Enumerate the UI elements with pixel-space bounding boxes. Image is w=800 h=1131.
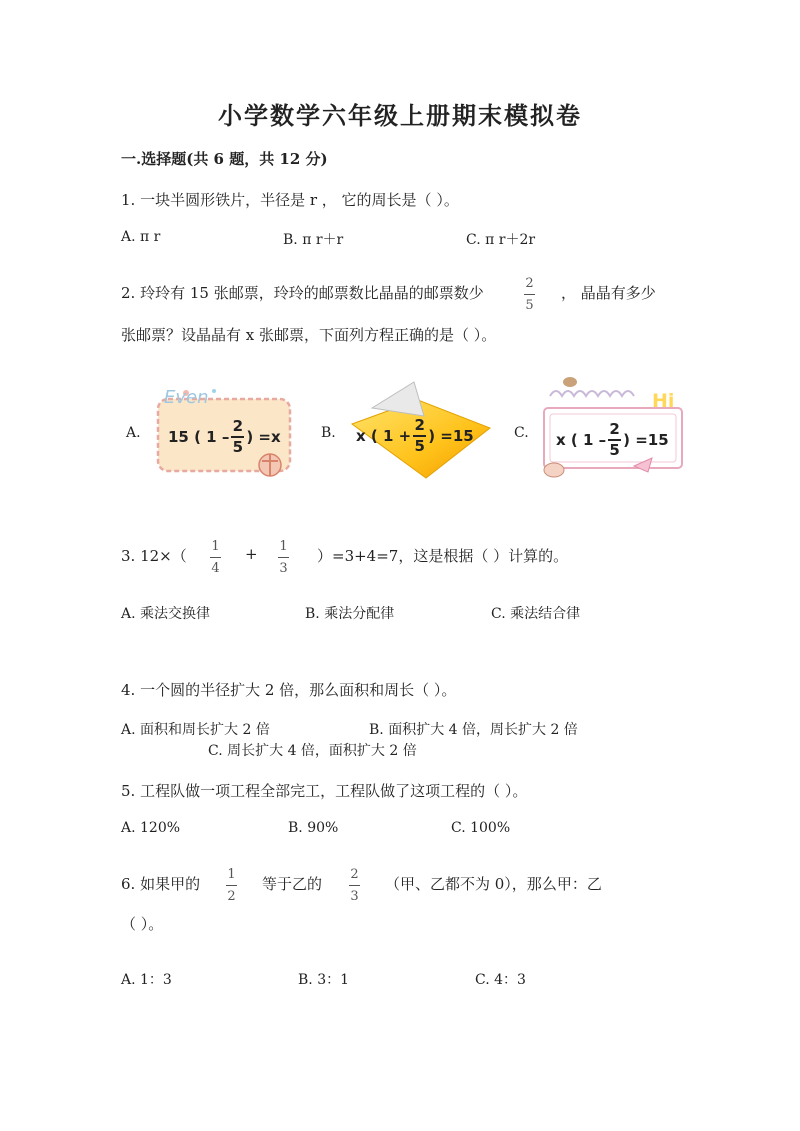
q6-fraction-1	[226, 868, 237, 903]
q2-option-b-equation	[356, 418, 474, 454]
question-4-text: 4. 一个圆的半径扩大 2 倍，那么面积和周长（ ）。	[121, 681, 457, 699]
q5-option-b[interactable]: B. 90%	[288, 820, 339, 836]
question-6-text-c: （甲、乙都不为 0），那么甲：乙	[385, 875, 602, 893]
fraction-bar	[278, 557, 289, 558]
eq-a-post: ) =x	[246, 428, 281, 446]
question-3-text-a: 3. 12×（	[121, 547, 187, 565]
question-6-text-b: 等于乙的	[262, 875, 323, 893]
eq-a-fraction	[231, 419, 244, 455]
q2-option-b-label[interactable]: B.	[321, 425, 336, 441]
fraction-denominator: 3	[350, 889, 359, 904]
fraction-numerator: 1	[279, 539, 288, 554]
question-3-text-b: ）=3+4=7，这是根据（ ）计算的。	[317, 547, 569, 565]
fraction-numerator: 1	[227, 867, 236, 882]
q1-option-a[interactable]: A. π r	[121, 229, 161, 245]
q5-option-a[interactable]: A. 120%	[121, 820, 181, 836]
q4-option-c[interactable]: C. 周长扩大 4 倍，面积扩大 2 倍	[208, 743, 417, 759]
eq-b-fraction	[413, 418, 426, 454]
q2-fraction	[524, 277, 535, 312]
fraction-bar	[524, 294, 535, 295]
eq-c-pre: x ( 1 –	[556, 431, 607, 449]
eq-c-fraction	[608, 422, 621, 458]
q2-option-c-image[interactable]	[536, 374, 694, 486]
question-2-text-b: ， 晶晶有多少	[561, 284, 656, 302]
question-2-text-a: 2. 玲玲有 15 张邮票，玲玲的邮票数比晶晶的邮票数少	[121, 284, 484, 302]
q3-option-c[interactable]: C. 乘法结合律	[491, 606, 581, 622]
q1-option-c[interactable]: C. π r＋2r	[466, 232, 536, 248]
page-title: 小学数学六年级上册期末模拟卷	[218, 101, 582, 130]
q2-option-c-label[interactable]: C.	[514, 425, 529, 441]
card-decoration-text: Hi	[652, 390, 675, 412]
q6-option-b[interactable]: B. 3：1	[298, 972, 350, 988]
fraction-denominator: 3	[279, 561, 288, 576]
q5-option-c[interactable]: C. 100%	[451, 820, 511, 836]
q3-option-a[interactable]: A. 乘法交换律	[121, 606, 211, 622]
eq-b-den: 5	[414, 437, 425, 455]
section-heading: 一.选择题(共 6 题，共 12 分)	[121, 150, 328, 168]
q2-option-a-label[interactable]: A.	[126, 425, 141, 441]
q6-fraction-2	[349, 868, 360, 903]
q3-option-b[interactable]: B. 乘法分配律	[305, 606, 395, 622]
q3-fraction-2	[278, 540, 289, 575]
card-decoration-text: Even	[164, 387, 209, 408]
q2-option-b-image[interactable]	[344, 378, 492, 482]
eq-b-post: ) =15	[428, 427, 474, 445]
fraction-bar	[226, 885, 237, 886]
question-5-text: 5. 工程队做一项工程全部完工，工程队做了这项工程的（ ）。	[121, 782, 528, 800]
fraction-denominator: 5	[525, 298, 534, 313]
fraction-numerator: 2	[350, 867, 359, 882]
question-2-text-line2: 张邮票？设晶晶有 x 张邮票，下面列方程正确的是（ ）。	[121, 326, 497, 344]
eq-b-num: 2	[414, 416, 425, 434]
fraction-bar	[210, 557, 221, 558]
fraction-denominator: 2	[227, 889, 236, 904]
question-1-text: 1. 一块半圆形铁片，半径是 r ， 它的周长是（ ）。	[121, 191, 459, 209]
q2-option-a-equation	[168, 419, 281, 455]
q4-option-a[interactable]: A. 面积和周长扩大 2 倍	[121, 722, 270, 738]
question-6-text-a: 6. 如果甲的	[121, 875, 201, 893]
eq-c-num: 2	[609, 420, 620, 438]
q6-option-c[interactable]: C. 4：3	[475, 972, 526, 988]
question-6-text-line2: （ ）。	[121, 915, 164, 933]
fraction-numerator: 2	[525, 276, 534, 291]
fraction-bar	[349, 885, 360, 886]
eq-b-pre: x ( 1 +	[356, 427, 412, 445]
q3-fraction-1	[210, 540, 221, 575]
q2-option-a-image[interactable]	[150, 385, 298, 481]
eq-a-den: 5	[232, 438, 244, 456]
q6-option-a[interactable]: A. 1：3	[121, 972, 172, 988]
eq-c-den: 5	[609, 441, 620, 459]
q3-plus: +	[245, 545, 258, 563]
eq-a-pre: 15 ( 1 –	[168, 428, 230, 446]
q1-option-b[interactable]: B. π r＋r	[283, 232, 344, 248]
fraction-numerator: 1	[211, 539, 220, 554]
q2-option-c-equation	[556, 422, 669, 458]
eq-c-post: ) =15	[623, 431, 669, 449]
eq-a-num: 2	[232, 417, 244, 435]
fraction-denominator: 4	[211, 561, 220, 576]
q4-option-b[interactable]: B. 面积扩大 4 倍，周长扩大 2 倍	[369, 722, 578, 738]
